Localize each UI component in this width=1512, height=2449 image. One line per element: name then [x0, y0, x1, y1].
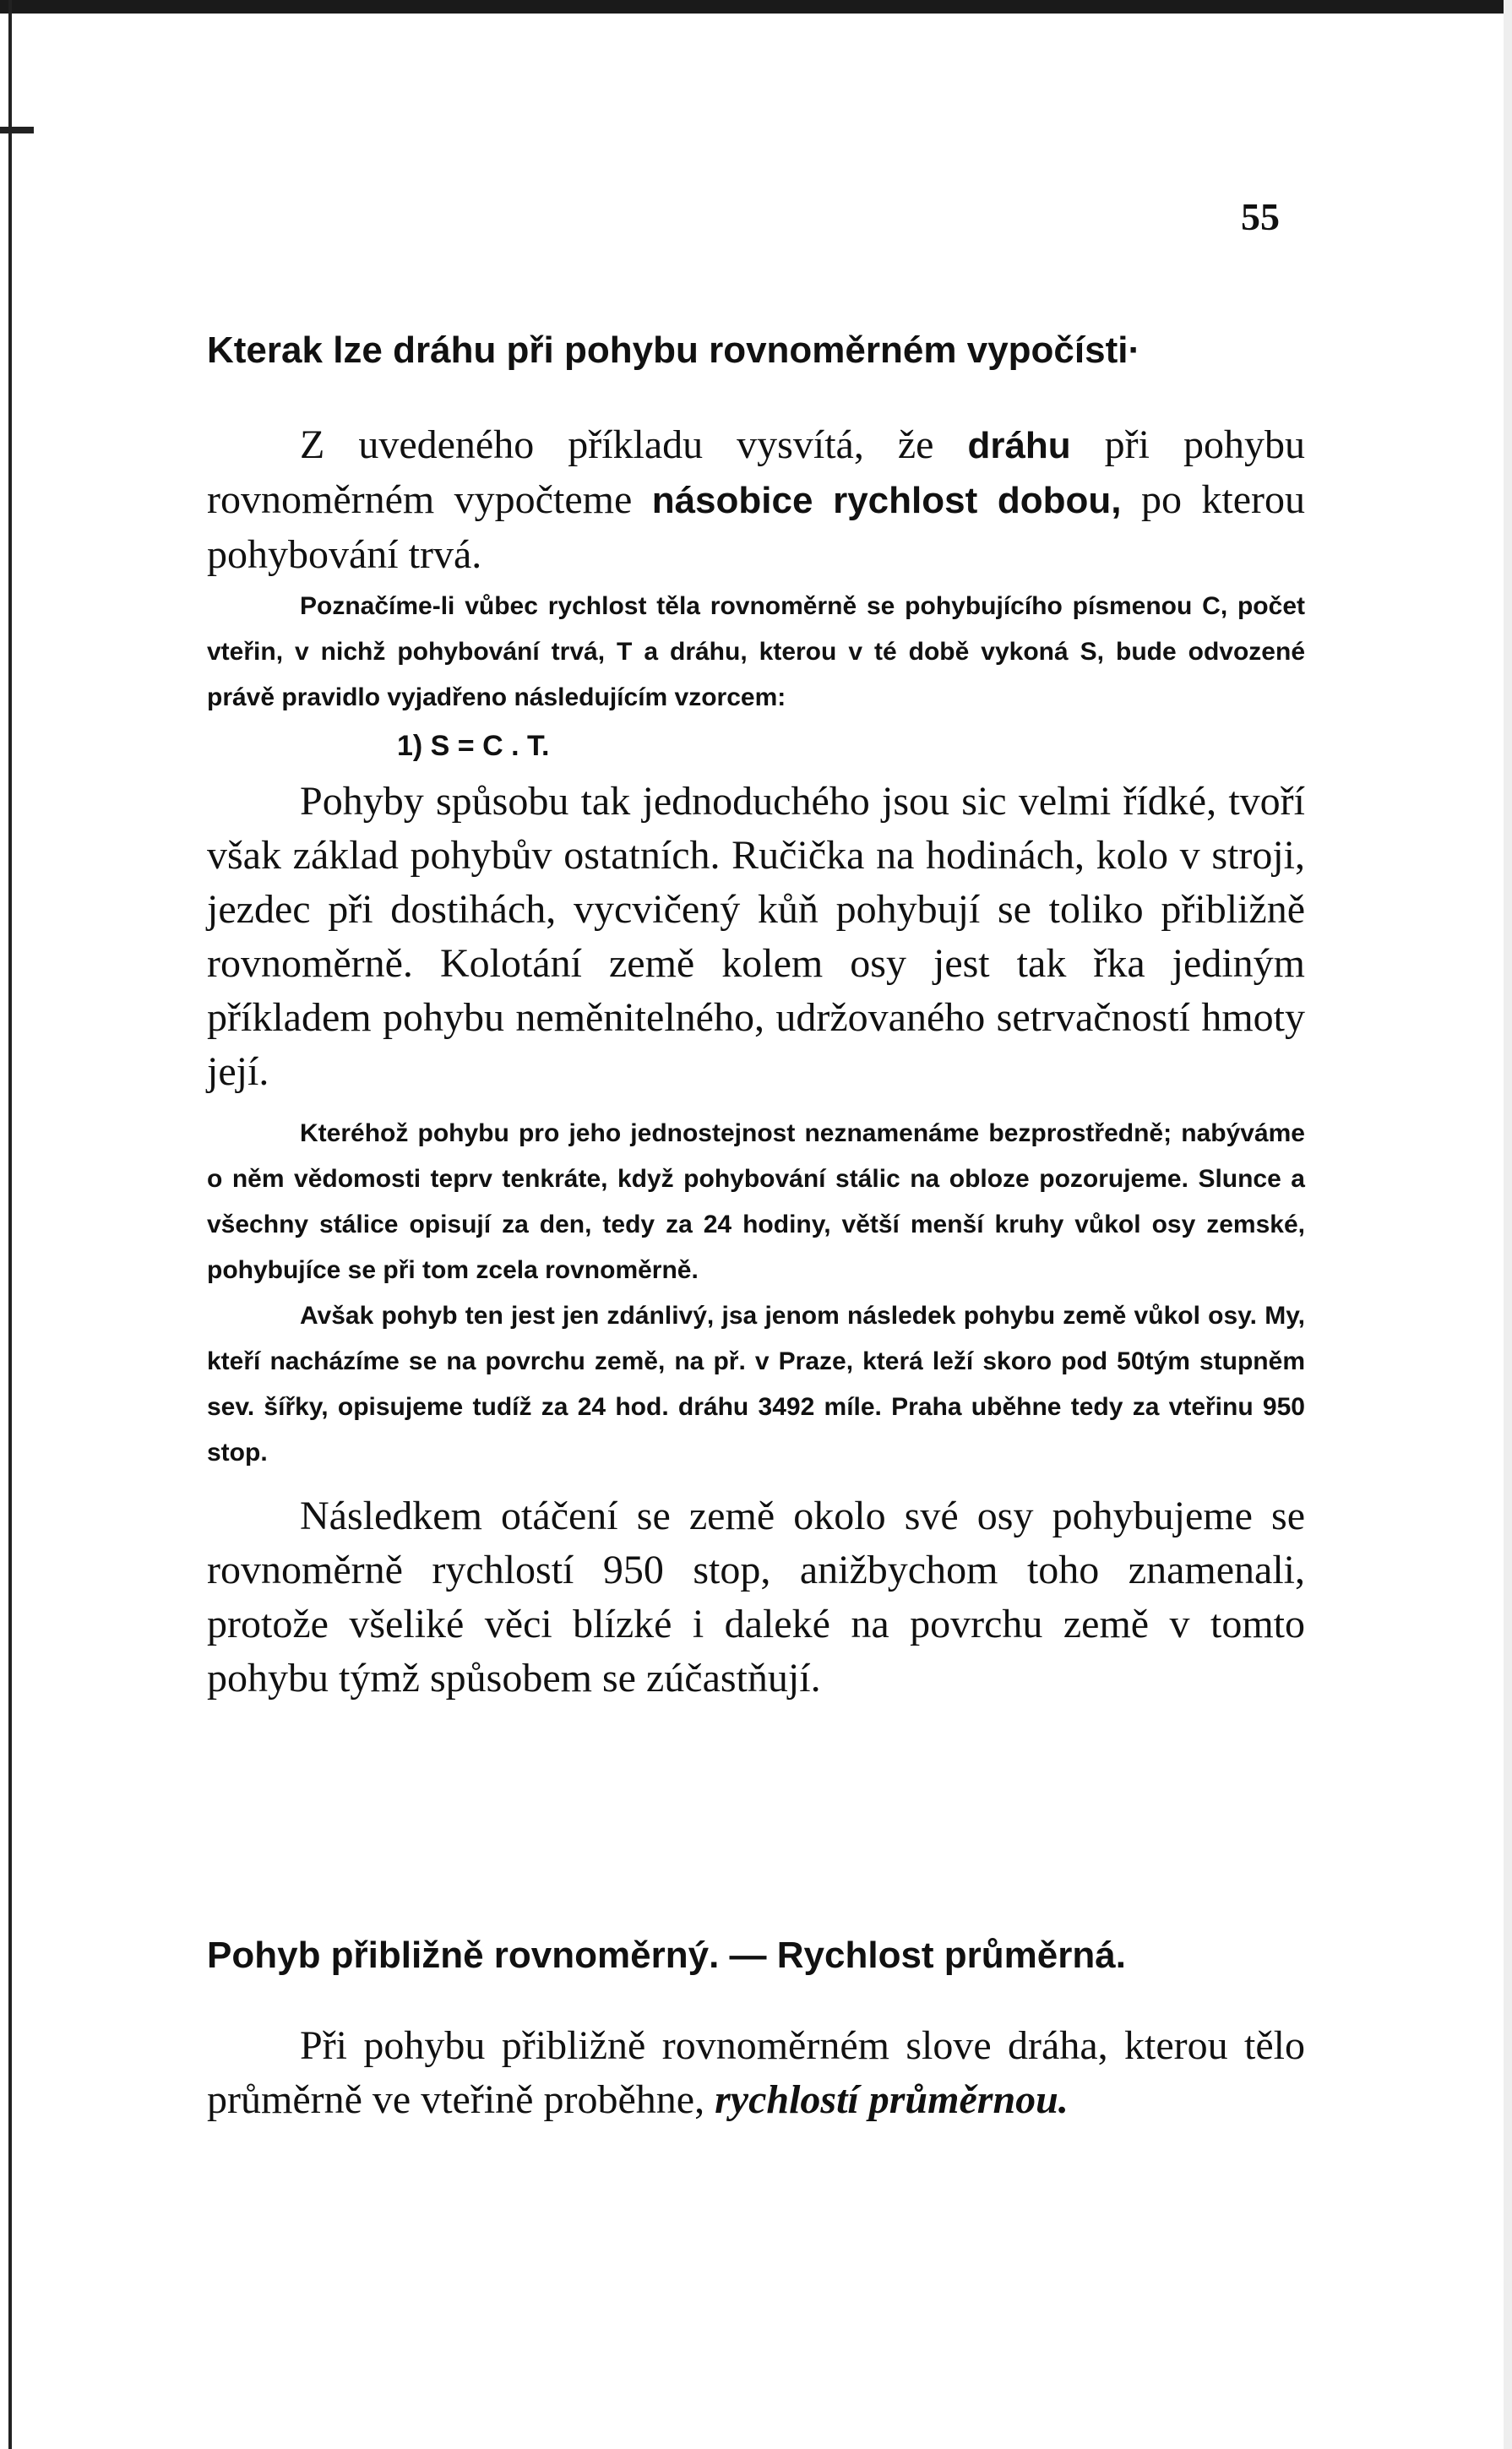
emphasis-average-speed: rychlostí průměrnou.: [715, 2077, 1069, 2122]
paragraph-earth-rotation: Následkem otáčení se země okolo své osy pohybujeme se rovnoměrně rychlostí 950 stop, anižbychom toho znamenali, protože všeliké věci blízké i daleké na povrchu země v tomto pohybu týmž spůsobem se zúčastňují.: [207, 1494, 1305, 1701]
emphasis-rule: násobice rychlost dobou,: [651, 480, 1122, 521]
paragraph-average-speed: [207, 2019, 1305, 2127]
text-run: Při pohybu přibližně rovnoměrném slove dráha, kterou tělo průměrně ve vteřině proběhne,: [207, 2023, 1305, 2122]
scan-right-edge: [1504, 0, 1512, 2449]
text-run: po kterou pohybování trvá.: [207, 477, 1306, 577]
text-run: při pohybu rovnoměrném vypočteme: [207, 422, 1305, 522]
scan-left-edge: [8, 0, 12, 2449]
section-heading-approx-uniform: Pohyb přibližně rovnoměrný. — Rychlost průměrná.: [207, 1935, 1126, 1976]
page-number: 55: [1241, 195, 1280, 238]
section2-body: [207, 2019, 1305, 2127]
section-heading-uniform-motion: Kterak lze dráhu při pohybu rovnoměrném vypočísti·: [207, 329, 1141, 371]
emphasis-draha: dráhu: [967, 425, 1071, 466]
paragraph-notation: Poznačíme-li vůbec rychlost těla rovnoměrně se pohybujícího písmenou C, počet vteřin, v nichž pohybování trvá, T a dráhu, kterou v té době vykoná S, bude odvozené právě pravidlo vyjadřeno následujícím vzorcem:: [207, 592, 1305, 711]
scan-left-tick: [0, 127, 34, 133]
text-run: Z uvedeného příkladu vysvítá, že: [300, 422, 968, 467]
paragraph-examples: Pohyby spůsobu tak jednoduchého jsou sic velmi řídké, tvoří však základ pohybův ostatních. Ručička na hodinách, kolo v stroji, jezdec při dostihách, vycvičený kůň pohybují se toliko přibližně rovnoměrně. Kolotání země kolem osy jest tak řka jediným příkladem pohybu neměnitelného, udržovaného setrvačností hmoty její.: [207, 779, 1305, 1094]
formula-s-c-t: 1) S = C . T.: [397, 730, 550, 762]
section1-body: [207, 418, 1305, 1706]
scan-top-edge: [0, 0, 1512, 14]
paragraph-stars: Kteréhož pohybu pro jeho jednostejnost neznamenáme bezprostředně; nabýváme o něm vědomosti teprv tenkráte, když pohybování stálic na obloze pozorujeme. Slunce a všechny stálice opisují za den, tedy za 24 hodiny, větší menší kruhy vůkol osy zemské, pohybujíce se při tom zcela rovnoměrně.: [207, 1119, 1305, 1284]
paragraph-intro: [207, 418, 1305, 582]
paragraph-apparent-motion: Avšak pohyb ten jest jen zdánlivý, jsa jenom následek pohybu země vůkol osy. My, kteří nacházíme se na povrchu země, na př. v Praze, která leží skoro pod 50tým stupněm sev. šířky, opisujeme tudíž za 24 hod. dráhu 3492 míle. Praha uběhne tedy za vteřinu 950 stop.: [207, 1302, 1305, 1467]
